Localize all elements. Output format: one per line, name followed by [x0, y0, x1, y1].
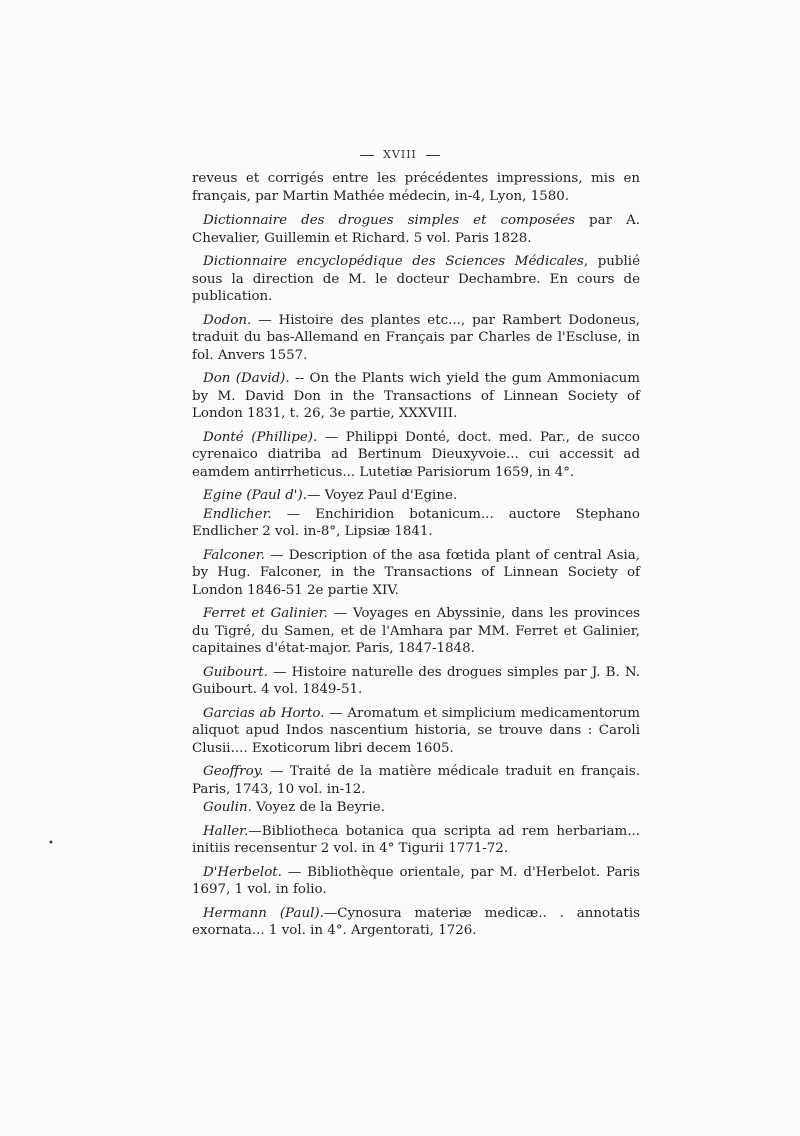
- bibliography-entry: Egine (Paul d').— Voyez Paul d'Egine.: [203, 488, 458, 503]
- bibliography-entry: Don (David). -- On the Plants wich yield the gum Ammoniacum by M. David Don in the Transactions of Linnean Society of London 1831, t. 26, 3e partie, XXXVIII.: [192, 371, 640, 421]
- bibliography-entry: Goulin. Voyez de la Beyrie.: [203, 800, 385, 815]
- bibliography-entry: Endlicher. — Enchiridion botanicum... auctore Stephano Endlicher 2 vol. in-8°, Lipsiæ 1841.: [192, 506, 640, 539]
- bibliography-entry: Dictionnaire des drogues simples et composées par A. Chevalier, Guillemin et Richard. 5 vol. Paris 1828.: [192, 213, 640, 246]
- bibliography-list: [192, 170, 640, 946]
- header-dash-right: [426, 155, 440, 156]
- bibliography-entry: D'Herbelot. — Bibliothèque orientale, par M. d'Herbelot. Paris 1697, 1 vol. in folio.: [192, 864, 640, 897]
- bibliography-entry: Hermann (Paul).—Cynosura materiæ medicæ.. . annotatis exornata... 1 vol. in 4°. Argentorati, 1726.: [192, 905, 640, 938]
- bibliography-entry: reveus et corrigés entre les précédentes impressions, mis en français, par Martin Mathée médecin, in-4, Lyon, 1580.: [192, 171, 640, 204]
- bibliography-entry: Guibourt. — Histoire naturelle des drogues simples par J. B. N. Guibourt. 4 vol. 1849-51.: [192, 664, 640, 697]
- page-header: [0, 148, 800, 161]
- bibliography-entry: Haller.—Bibliotheca botanica qua scripta ad rem herbariam... initiis recensentur 2 vol. in 4° Tigurii 1771-72.: [192, 823, 640, 856]
- header-dash-left: [360, 155, 374, 156]
- margin-mark: •: [48, 838, 54, 849]
- bibliography-entry: Ferret et Galinier. — Voyages en Abyssinie, dans les provinces du Tigré, du Samen, et de l'Amhara par MM. Ferret et Galinier, capitaines d'état-major. Paris, 1847-1848.: [192, 606, 640, 656]
- bibliography-entry: Falconer. — Description of the asa fœtida plant of central Asia, by Hug. Falconer, in the Transactions of Linnean Society of London 1846-51 2e partie XIV.: [192, 547, 640, 598]
- bibliography-entry: Dodon. — Histoire des plantes etc..., par Rambert Dodoneus, traduit du bas-Allemand en Français par Charles de l'Escluse, in fol. Anvers 1557.: [192, 312, 640, 363]
- bibliography-entry: Geoffroy. — Traité de la matière médicale traduit en français. Paris, 1743, 10 vol. in-12.: [192, 764, 640, 797]
- bibliography-entry: Donté (Phillipe). — Philippi Donté, doct. med. Par., de succo cyrenaico diatriba ad Bertinum Dieuxyvoie... cui accessit ad eamdem antirrheticus... Lutetiæ Parisiorum 1659, in 4°.: [192, 429, 640, 480]
- bibliography-entry: Dictionnaire encyclopédique des Sciences Médicales, publié sous la direction de M. le docteur Dechambre. En cours de publication.: [192, 254, 640, 304]
- page-number: XVIII: [383, 148, 417, 161]
- bibliography-entry: Garcias ab Horto. — Aromatum et simplicium medicamentorum aliquot apud Indos nascentium historia, se trouve dans : Caroli Clusii.... Exoticorum libri decem 1605.: [192, 705, 640, 756]
